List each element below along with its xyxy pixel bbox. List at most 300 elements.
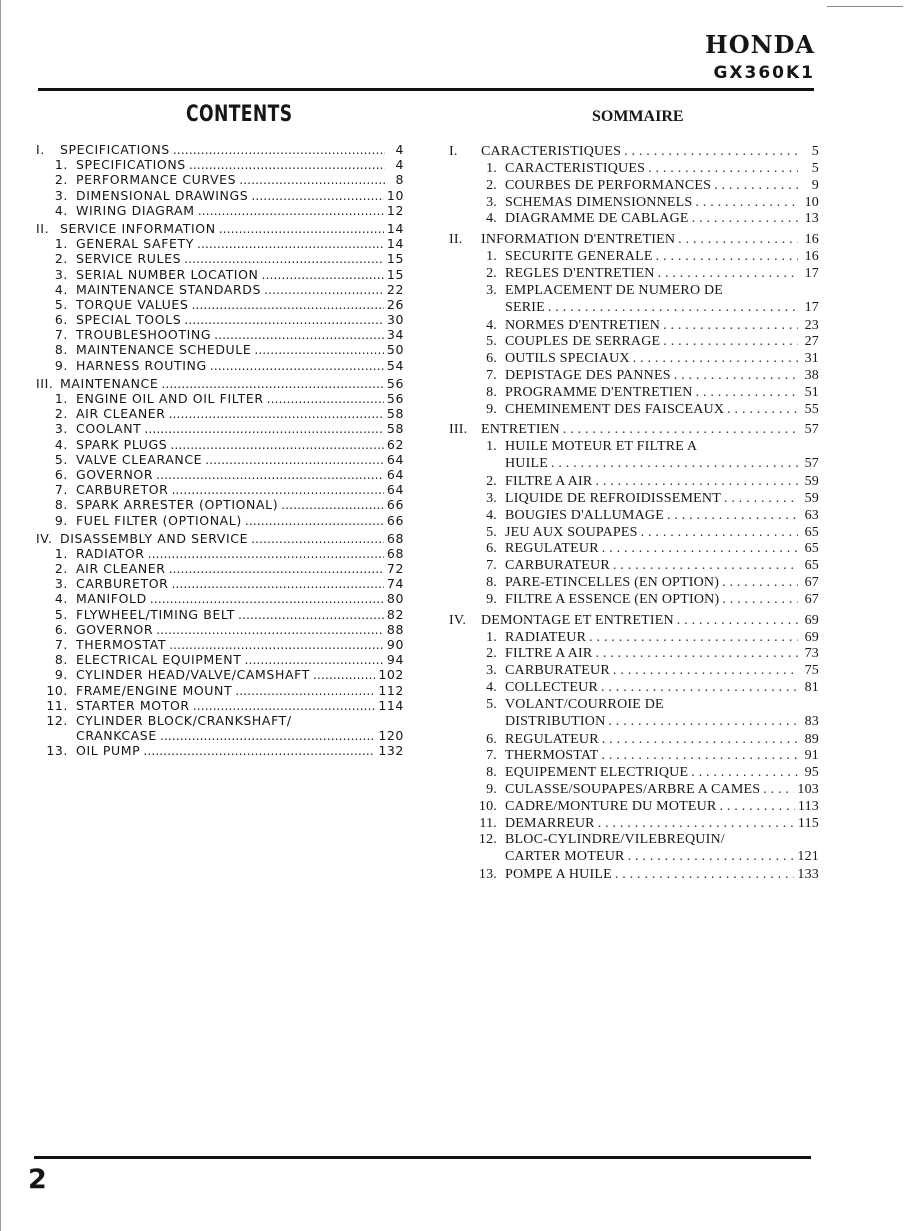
entry-title: OUTILS SPECIAUX: [505, 351, 630, 367]
dot-leader: [658, 266, 798, 283]
entry-page: 9: [811, 177, 819, 193]
entry-title: EMPLACEMENT DE NUMERO DE: [505, 282, 724, 298]
dot-leader: [563, 422, 798, 439]
toc-entry-row[interactable]: [36, 437, 404, 452]
entry-title: SCHEMAS DIMENSIONNELS: [505, 194, 693, 210]
toc-entry-row[interactable]: [449, 474, 819, 491]
dot-leader: [695, 195, 798, 212]
entry-title: SPARK ARRESTER (OPTIONAL): [76, 497, 279, 513]
toc-entry-row[interactable]: [36, 157, 404, 172]
section-number: I.: [36, 142, 45, 157]
entry-number: 2.: [54, 172, 68, 188]
toc-entry-row[interactable]: [449, 368, 819, 385]
entry-number: 6.: [54, 312, 68, 328]
dot-leader: [210, 358, 384, 373]
toc-entry-row[interactable]: [449, 680, 819, 697]
entry-title: OIL PUMP: [76, 743, 141, 759]
toc-section-row[interactable]: [449, 422, 819, 439]
toc-entry-row[interactable]: [36, 203, 404, 218]
entry-page: 55: [804, 401, 819, 417]
toc-entry-row[interactable]: [449, 541, 819, 558]
toc-entry-row[interactable]: [449, 508, 819, 525]
entry-title: MAINTENANCE SCHEDULE: [76, 342, 252, 358]
dot-leader: [264, 282, 384, 297]
dot-leader: [678, 232, 798, 249]
dot-leader: [245, 513, 384, 528]
toc-entry-row[interactable]: [36, 267, 404, 282]
entry-page: 10: [386, 187, 404, 203]
entry-number: 9.: [54, 512, 68, 528]
entry-number: 5.: [486, 334, 497, 350]
dot-leader: [613, 558, 798, 575]
entry-page: 59: [804, 490, 819, 506]
toc-entry-row[interactable]: [36, 652, 404, 667]
section-title: DISASSEMBLY AND SERVICE: [60, 530, 249, 546]
entry-title-continued: DISTRIBUTION: [505, 713, 606, 729]
toc-entry-row[interactable]: [36, 622, 404, 637]
entry-number: 1.: [486, 249, 497, 265]
entry-title: CARBURATEUR: [505, 558, 610, 574]
entry-page: 103: [797, 781, 819, 797]
toc-entry-row[interactable]: [449, 334, 819, 351]
toc-entry-row[interactable]: [36, 576, 404, 591]
toc-entry-row[interactable]: [36, 251, 404, 266]
entry-number: 1.: [486, 161, 497, 176]
brand-logo: HONDA: [705, 30, 815, 59]
entry-page: 17: [804, 299, 819, 315]
entry-title: SERIAL NUMBER LOCATION: [76, 266, 259, 282]
toc-entry-row[interactable]: [449, 558, 819, 575]
entry-title: DEMARREUR: [505, 815, 595, 831]
entry-title: SERVICE RULES: [76, 251, 182, 267]
entry-page: 51: [804, 384, 819, 400]
dot-leader: [714, 178, 798, 195]
entry-page: 22: [386, 281, 404, 297]
entry-title: MANIFOLD: [76, 591, 147, 607]
entry-number: 3.: [486, 282, 497, 298]
dot-leader: [173, 142, 385, 157]
toc-entry-row[interactable]: [36, 236, 404, 251]
toc-entry-row[interactable]: [449, 283, 819, 300]
toc-entry-row[interactable]: [449, 195, 819, 212]
toc-entry-row[interactable]: [36, 698, 404, 713]
section-number: IV.: [36, 530, 53, 546]
entry-title: BLOC-CYLINDRE/VILEBREQUIN/: [505, 832, 725, 848]
toc-entry-row[interactable]: [449, 439, 819, 456]
dot-leader: [722, 592, 798, 609]
toc-entry-row[interactable]: [36, 188, 404, 203]
toc-entry-row[interactable]: [449, 816, 819, 833]
toc-entry-row[interactable]: [36, 172, 404, 187]
dot-leader: [219, 221, 384, 236]
entry-number: 1.: [54, 545, 68, 561]
toc-section-row[interactable]: [36, 221, 404, 236]
entry-page: 16: [804, 249, 819, 265]
entry-number: 7.: [54, 482, 68, 498]
dot-leader: [143, 743, 375, 758]
entry-page: 65: [804, 541, 819, 557]
dot-leader: [171, 482, 383, 497]
entry-number: 8.: [54, 497, 68, 513]
toc-entry-row[interactable]: [36, 421, 404, 436]
toc-entry-continuation[interactable]: [36, 728, 404, 743]
toc-entry-row[interactable]: [36, 327, 404, 342]
toc-entry-row[interactable]: [449, 832, 819, 849]
toc-entry-row[interactable]: [36, 637, 404, 652]
toc-entry-row[interactable]: [449, 799, 819, 816]
entry-title: DIAGRAMME DE CABLAGE: [505, 211, 689, 227]
dot-leader: [156, 622, 384, 637]
entry-title: GOVERNOR: [76, 466, 154, 482]
contents-list-english: [36, 142, 404, 759]
entry-page: 120: [378, 728, 404, 744]
dot-leader: [696, 385, 798, 402]
entry-title: FUEL FILTER (OPTIONAL): [76, 512, 242, 528]
toc-entry-continuation[interactable]: [449, 714, 819, 732]
entry-page: 67: [804, 591, 819, 607]
entry-page: 132: [378, 743, 404, 759]
dot-leader: [150, 591, 384, 606]
entry-number: 9.: [54, 357, 68, 373]
toc-entry-row[interactable]: [449, 491, 819, 508]
toc-entry-row[interactable]: [36, 607, 404, 622]
toc-entry-row[interactable]: [36, 561, 404, 576]
toc-entry-row[interactable]: [449, 525, 819, 542]
dot-leader: [595, 646, 798, 663]
toc-entry-row[interactable]: [449, 351, 819, 368]
toc-entry-row[interactable]: [449, 592, 819, 609]
entry-number: 8.: [486, 765, 497, 781]
entry-number: 2.: [54, 251, 68, 267]
dot-leader: [624, 144, 798, 161]
dot-leader: [171, 576, 383, 591]
dot-leader: [313, 667, 375, 682]
entry-number: 5.: [486, 524, 497, 540]
entry-number: 13.: [478, 867, 497, 883]
entry-title-continued: SERIE: [505, 299, 545, 315]
entry-number: 9.: [486, 401, 497, 417]
toc-entry-row[interactable]: [36, 297, 404, 312]
entry-page: 89: [804, 731, 819, 747]
toc-section-row[interactable]: [449, 144, 819, 161]
entry-number: 4.: [486, 317, 497, 333]
entry-title: ENGINE OIL AND OIL FILTER: [76, 391, 264, 406]
dot-leader: [722, 575, 798, 592]
dot-leader: [262, 267, 384, 282]
section-number: III.: [449, 422, 468, 438]
entry-page: 23: [804, 317, 819, 333]
entry-title: REGLES D'ENTRETIEN: [505, 265, 655, 281]
section-number: II.: [449, 232, 463, 248]
toc-entry-row[interactable]: [449, 402, 819, 419]
section-number: I.: [449, 144, 458, 159]
entry-page: 112: [378, 682, 404, 698]
entry-page: 64: [386, 451, 404, 467]
entry-number: 7.: [54, 637, 68, 652]
toc-entry-row[interactable]: [36, 743, 404, 758]
entry-page: 114: [378, 697, 404, 713]
entry-title: CYLINDER BLOCK/CRANKSHAFT/: [76, 712, 292, 728]
entry-title: MAINTENANCE STANDARDS: [76, 281, 262, 297]
dot-leader: [656, 249, 798, 266]
entry-title: LIQUIDE DE REFROIDISSEMENT: [505, 490, 721, 506]
entry-page: 66: [386, 512, 404, 528]
left-edge-rule: [0, 0, 1, 1231]
entry-page: 30: [386, 312, 404, 328]
toc-entry-row[interactable]: [449, 782, 819, 799]
section-page: 16: [804, 232, 819, 248]
entry-title: BOUGIES D'ALLUMAGE: [505, 507, 664, 523]
entry-title: STARTER MOTOR: [76, 697, 190, 713]
entry-title: FILTRE A AIR: [505, 646, 593, 662]
entry-number: 7.: [486, 748, 497, 764]
dot-leader: [235, 683, 375, 698]
dot-leader: [189, 157, 385, 172]
toc-section-row[interactable]: [36, 142, 404, 157]
entry-number: 5.: [54, 451, 68, 467]
entry-number: 8.: [486, 384, 497, 400]
entry-page: 69: [804, 629, 819, 645]
entry-title: POMPE A HUILE: [505, 867, 612, 883]
entry-number: 2.: [54, 406, 68, 422]
toc-entry-row[interactable]: [36, 713, 404, 728]
entry-number: 3.: [486, 490, 497, 506]
entry-page: 74: [386, 576, 404, 592]
entry-page: 88: [386, 621, 404, 637]
entry-number: 6.: [486, 541, 497, 557]
entry-page: 67: [804, 574, 819, 590]
dot-leader: [602, 732, 798, 749]
entry-title: CARACTERISTIQUES: [505, 161, 646, 176]
footer-divider: [34, 1156, 811, 1159]
dot-leader: [551, 456, 798, 473]
toc-section-row[interactable]: [449, 613, 819, 630]
entry-number: 6.: [486, 731, 497, 747]
entry-number: 4.: [486, 211, 497, 227]
toc-entry-row[interactable]: [36, 391, 404, 406]
entry-title: FLYWHEEL/TIMING BELT: [76, 606, 236, 622]
toc-entry-row[interactable]: [36, 497, 404, 512]
entry-page: 14: [386, 236, 404, 252]
toc-entry-continuation[interactable]: [449, 300, 819, 318]
entry-page: 58: [386, 406, 404, 422]
dot-leader: [169, 406, 384, 421]
dot-leader: [608, 714, 798, 731]
entry-title: COUPLES DE SERRAGE: [505, 334, 661, 350]
entry-title: SPECIFICATIONS: [76, 157, 186, 173]
toc-entry-row[interactable]: [36, 513, 404, 528]
toc-section-row[interactable]: [36, 531, 404, 546]
dot-leader: [205, 452, 384, 467]
section-number: III.: [36, 375, 54, 391]
section-page: 14: [386, 220, 404, 236]
entry-page: 75: [804, 663, 819, 679]
toc-entry-row[interactable]: [36, 546, 404, 561]
section-title: DEMONTAGE ET ENTRETIEN: [481, 612, 674, 628]
toc-entry-row[interactable]: [449, 211, 819, 228]
entry-number: 2.: [486, 646, 497, 662]
toc-entry-row[interactable]: [36, 482, 404, 497]
section-page: 4: [395, 142, 404, 157]
entry-title: SECURITE GENERALE: [505, 249, 653, 265]
dot-leader: [214, 327, 384, 342]
toc-entry-row[interactable]: [449, 697, 819, 714]
entry-title: TORQUE VALUES: [76, 296, 189, 312]
entry-number: 5.: [54, 606, 68, 622]
toc-entry-row[interactable]: [449, 646, 819, 663]
entry-page: 73: [804, 646, 819, 662]
entry-page: 102: [378, 667, 404, 683]
dot-leader: [238, 607, 384, 622]
dot-leader: [692, 211, 798, 228]
toc-entry-row[interactable]: [36, 406, 404, 421]
dot-leader: [677, 613, 798, 630]
entry-number: 12.: [46, 712, 68, 728]
toc-entry-row[interactable]: [449, 663, 819, 680]
toc-entry-row[interactable]: [449, 385, 819, 402]
entry-number: 3.: [486, 663, 497, 679]
section-page: 57: [804, 422, 819, 438]
toc-entry-row[interactable]: [36, 467, 404, 482]
toc-entry-row[interactable]: [449, 748, 819, 765]
entry-title: THERMOSTAT: [505, 748, 599, 764]
entry-number: 2.: [486, 265, 497, 281]
entry-page: 81: [804, 679, 819, 695]
entry-number: 13.: [46, 743, 68, 759]
entry-page: 5: [811, 161, 819, 176]
entry-page: 59: [804, 474, 819, 490]
entry-number: 6.: [54, 621, 68, 637]
top-corner-rule: [827, 6, 903, 7]
entry-title: NORMES D'ENTRETIEN: [505, 317, 661, 333]
toc-entry-row[interactable]: [36, 452, 404, 467]
entry-title: DIMENSIONAL DRAWINGS: [76, 187, 249, 203]
toc-entry-row[interactable]: [449, 178, 819, 195]
entry-number: 3.: [54, 576, 68, 592]
entry-number: 9.: [486, 591, 497, 607]
toc-entry-row[interactable]: [36, 342, 404, 357]
entry-title: SPECIAL TOOLS: [76, 312, 182, 328]
entry-title: TROUBLESHOOTING: [76, 327, 212, 343]
contents-list-french: [449, 144, 819, 884]
entry-number: 1.: [54, 391, 68, 406]
entry-title: RADIATOR: [76, 545, 145, 561]
dot-leader: [663, 334, 798, 351]
toc-entry-row[interactable]: [449, 867, 819, 884]
entry-number: 1.: [54, 157, 68, 173]
toc-entry-row[interactable]: [449, 249, 819, 266]
entry-number: 11.: [46, 697, 68, 713]
entry-page: 91: [804, 748, 819, 764]
entry-number: 5.: [486, 696, 497, 712]
toc-entry-row[interactable]: [449, 732, 819, 749]
dot-leader: [245, 652, 384, 667]
entry-page: 13: [804, 211, 819, 227]
dot-leader: [170, 437, 384, 452]
toc-entry-row[interactable]: [36, 312, 404, 327]
entry-page: 82: [386, 606, 404, 622]
dot-leader: [198, 203, 384, 218]
entry-page: 90: [386, 637, 404, 652]
dot-leader: [720, 799, 795, 816]
dot-leader: [193, 698, 376, 713]
toc-entry-row[interactable]: [449, 318, 819, 335]
entry-title: PARE-ETINCELLES (EN OPTION): [505, 574, 720, 590]
dot-leader: [615, 867, 795, 884]
toc-section-row[interactable]: [449, 232, 819, 249]
toc-entry-row[interactable]: [36, 667, 404, 682]
toc-entry-row[interactable]: [36, 591, 404, 606]
dot-leader: [281, 497, 384, 512]
entry-number: 10.: [46, 682, 68, 698]
toc-entry-row[interactable]: [36, 358, 404, 373]
toc-entry-continuation[interactable]: [449, 849, 819, 867]
toc-entry-row[interactable]: [449, 630, 819, 647]
entry-page: 15: [386, 251, 404, 267]
entry-number: 3.: [54, 187, 68, 203]
dot-leader: [595, 474, 798, 491]
entry-title: WIRING DIAGRAM: [76, 202, 195, 218]
entry-number: 6.: [486, 351, 497, 367]
toc-entry-row[interactable]: [36, 683, 404, 698]
entry-page: 64: [386, 466, 404, 482]
entry-page: 72: [386, 561, 404, 577]
entry-title: FRAME/ENGINE MOUNT: [76, 682, 233, 698]
entry-page: 121: [797, 849, 819, 865]
entry-page: 56: [386, 391, 404, 406]
entry-page: 94: [386, 652, 404, 668]
toc-entry-row[interactable]: [449, 161, 819, 178]
entry-title-continued: CRANKCASE: [76, 728, 157, 744]
entry-page: 15: [386, 266, 404, 282]
section-page: 5: [811, 144, 819, 159]
entry-title-continued: HUILE: [505, 456, 548, 472]
entry-page: 68: [386, 545, 404, 561]
entry-title: CHEMINEMENT DES FAISCEAUX: [505, 401, 725, 417]
section-page: 68: [386, 530, 404, 546]
entry-page: 66: [386, 497, 404, 513]
entry-number: 3.: [486, 194, 497, 210]
entry-number: 7.: [486, 367, 497, 383]
entry-page: 113: [797, 798, 819, 814]
toc-entry-row[interactable]: [449, 575, 819, 592]
entry-number: 1.: [54, 236, 68, 252]
toc-section-row[interactable]: [36, 376, 404, 391]
entry-title: HUILE MOTEUR ET FILTRE A: [505, 439, 698, 455]
dot-leader: [144, 421, 383, 436]
toc-entry-row[interactable]: [449, 765, 819, 782]
entry-title: REGULATEUR: [505, 541, 599, 557]
entry-page: 34: [386, 327, 404, 343]
dot-leader: [598, 816, 795, 833]
section-number: IV.: [449, 612, 467, 628]
entry-number: 7.: [486, 558, 497, 574]
dot-leader: [691, 765, 798, 782]
dot-leader: [548, 300, 798, 317]
toc-entry-row[interactable]: [36, 282, 404, 297]
entry-title: EQUIPEMENT ELECTRIQUE: [505, 765, 689, 781]
dot-leader: [633, 351, 798, 368]
toc-entry-continuation[interactable]: [449, 456, 819, 474]
entry-page: 12: [386, 202, 404, 218]
entry-title: FILTRE A AIR: [505, 474, 593, 490]
entry-number: 9.: [486, 781, 497, 797]
dot-leader: [254, 342, 384, 357]
toc-entry-row[interactable]: [449, 266, 819, 283]
entry-page: 27: [804, 334, 819, 350]
entry-title: CYLINDER HEAD/VALVE/CAMSHAFT: [76, 667, 310, 683]
dot-leader: [628, 849, 795, 866]
